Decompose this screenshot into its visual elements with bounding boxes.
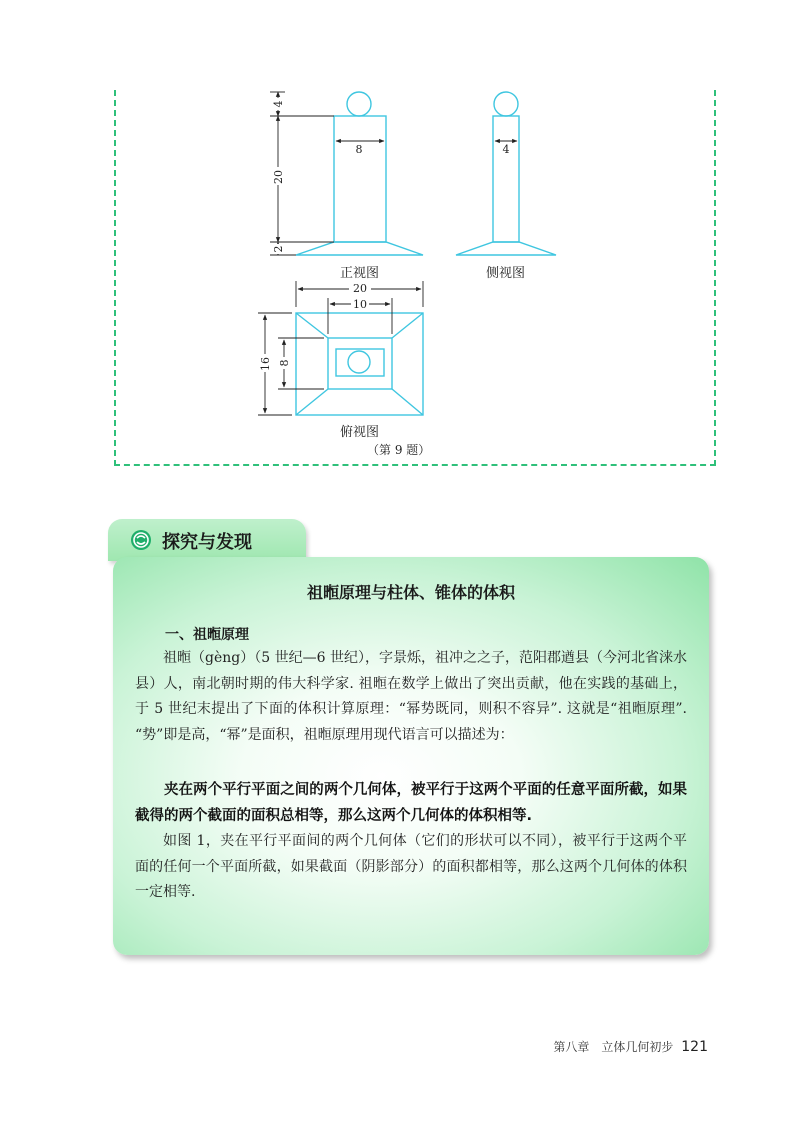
dim-side-width: 4 [502, 143, 510, 156]
section-heading: 一、祖暅原理 [165, 627, 249, 643]
dim-front-width: 8 [355, 143, 363, 156]
explanation-text: 如图 1，夹在平行平面间的两个几何体（它们的形状可以不同），被平行于这两个平面的任何一个平面所截，如果截面（阴影部分）的面积都相等，那么这两个几何体的体积一定相等. [135, 833, 687, 900]
dimension-lines [258, 92, 517, 415]
principle-text: 夹在两个平行平面之间的两个几何体，被平行于这两个平面的任意平面所截，如果截得的两个截面的面积总相等，那么这两个几何体的体积相等. [135, 782, 687, 824]
side-view-drawing [456, 92, 556, 255]
dim-front-height: 20 [272, 170, 285, 184]
page-number: 121 [681, 1039, 708, 1055]
dim-top-outer-width: 20 [353, 282, 367, 295]
explore-icon [130, 529, 152, 551]
explore-tab [108, 519, 306, 561]
top-view-drawing [296, 313, 423, 415]
dim-top-inner-width: 10 [353, 298, 367, 311]
front-view-label: 正视图 [340, 266, 380, 281]
page-footer [553, 1038, 708, 1055]
intro-text: 祖暅（gèng）（5 世纪—6 世纪），字景烁，祖冲之之子，范阳郡遒县（今河北省涞水县）人，南北朝时期的伟大科学家. 祖暅在数学上做出了突出贡献，他在实践的基础上，于 5 世纪末提出了下面的体积计算原理：“幂势既同，则积不容异”. 这就是“祖暅原理”. “势”即是高，“幂”是面积，祖暅原理用现代语言可以描述为： [135, 650, 687, 743]
intro-paragraph [135, 646, 687, 748]
figure-caption: （第 9 题） [367, 443, 431, 457]
three-view-figure [0, 0, 800, 470]
panel-title: 祖暅原理与柱体、锥体的体积 [306, 583, 515, 602]
explanation-paragraph [135, 829, 687, 906]
explore-panel [113, 557, 709, 955]
chapter-label: 第八章 立体几何初步 [553, 1040, 674, 1054]
top-view-label: 俯视图 [340, 425, 380, 440]
dim-top-outer-height: 16 [259, 357, 272, 371]
dim-front-base: 2 [272, 245, 285, 253]
side-view-label: 侧视图 [486, 266, 526, 281]
dim-front-top: 4 [272, 100, 285, 108]
principle-paragraph [135, 777, 687, 829]
explore-tab-title: 探究与发现 [162, 532, 252, 553]
dim-top-inner-height: 8 [278, 359, 291, 367]
